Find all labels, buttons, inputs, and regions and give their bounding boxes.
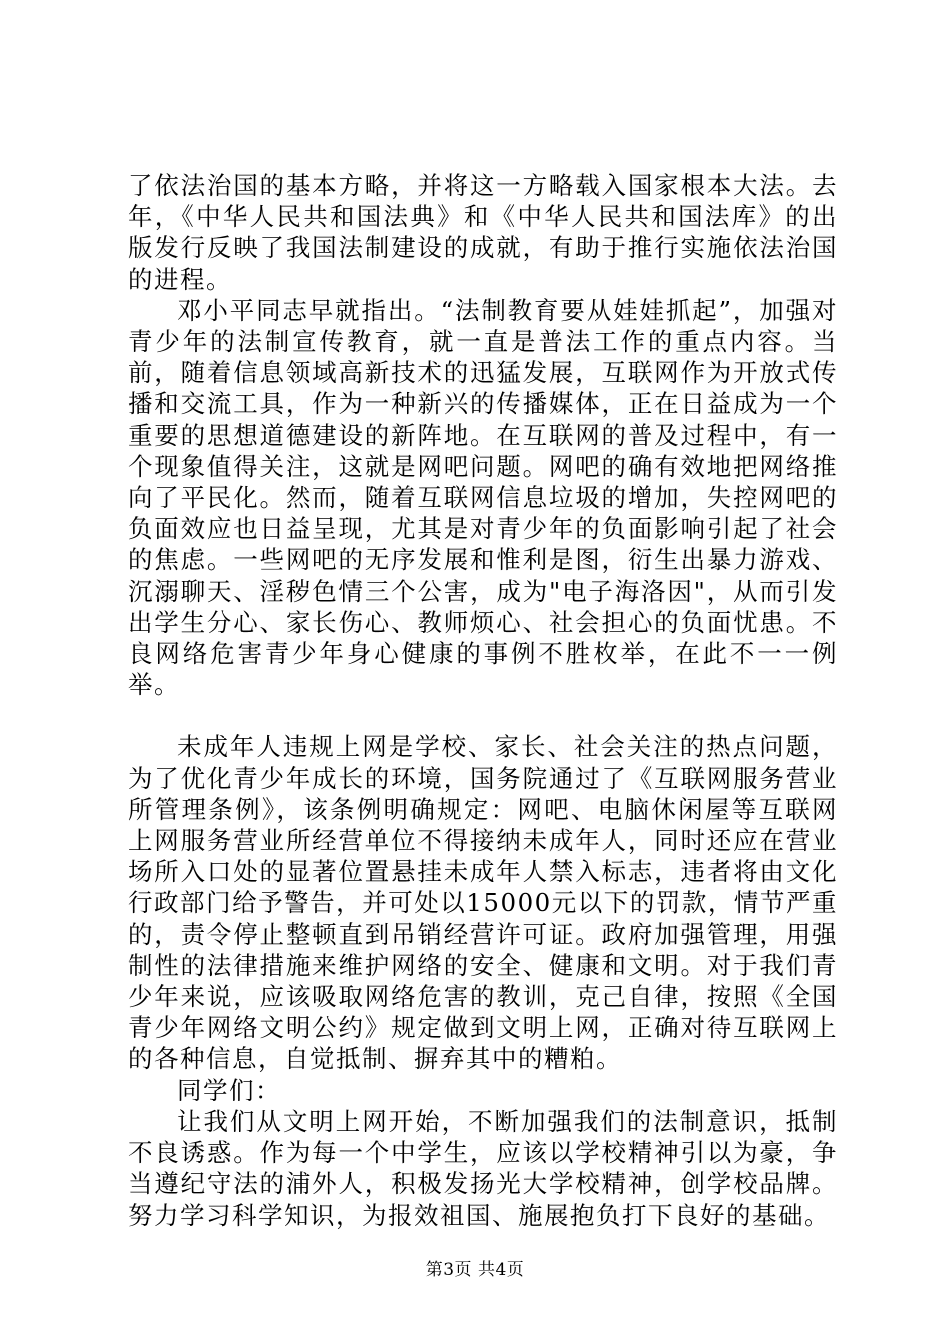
paragraph-deng-xiaoping: 邓小平同志早就指出。“法制教育要从娃娃抓起”，加强对青少年的法制宣传教育，就一直是普法工作的重点内容。当前，随着信息领域高新技术的迅猛发展，互联网作为开放式传播和交流工具，作为一种新兴的传播媒体，正在日益成为一个重要的思想道德建设的新阵地。在互联网的普及过程中，有一个现象值得关注，这就是网吧问题。网吧的确有效地把网络推向了平民化。然而，随着互联网信息垃圾的增加，失控网吧的负面效应也日益呈现，尤其是对青少年的负面影响引起了社会的焦虑。一些网吧的无序发展和惟利是图，衍生出暴力游戏、沉溺聊天、淫秽色情三个公害，成为"电子海洛因"，从而引发出学生分心、家长伤心、教师烦心、社会担心的负面忧患。不良网络危害青少年身心健康的事例不胜枚举，在此不一一例举。 <box>128 295 838 700</box>
document-body <box>128 170 838 1231</box>
page-footer: 第3页 共4页 <box>425 1260 525 1280</box>
paragraph-continuation: 了依法治国的基本方略，并将这一方略载入国家根本大法。去年，《中华人民共和国法典》和《中华人民共和国法库》的出版发行反映了我国法制建设的成就，有助于推行实施依法治国的进程。 <box>128 171 838 294</box>
paragraph-regulations: 未成年人违规上网是学校、家长、社会关注的热点问题，为了优化青少年成长的环境，国务院通过了《互联网服务营业所管理条例》，该条例明确规定：网吧、电脑休闲屋等互联网上网服务营业所经营单位不得接纳未成年人，同时还应在营业场所入口处的显著位置悬挂未成年人禁入标志，违者将由文化行政部门给予警告，并可处以15000元以下的罚款，情节严重的，责令停止整顿直到吊销经营许可证。政府加强管理，用强制性的法律措施来维护网络的安全、健康和文明。对于我们青少年来说，应该吸取网络危害的教训，克己自律，按照《全国青少年网络文明公约》规定做到文明上网，正确对待互联网上的各种信息，自觉抵制、摒弃其中的糟粕。 <box>128 732 838 1074</box>
paragraph-spacer <box>128 700 838 731</box>
paragraph-closing: 让我们从文明上网开始，不断加强我们的法制意识，抵制不良诱惑。作为每一个中学生，应该以学校精神引以为豪，争当遵纪守法的浦外人，积极发扬光大学校精神，创学校品牌。努力学习科学知识，为报效祖国、施展抱负打下良好的基础。 <box>128 1106 838 1230</box>
paragraph-salutation: 同学们： <box>177 1075 281 1105</box>
